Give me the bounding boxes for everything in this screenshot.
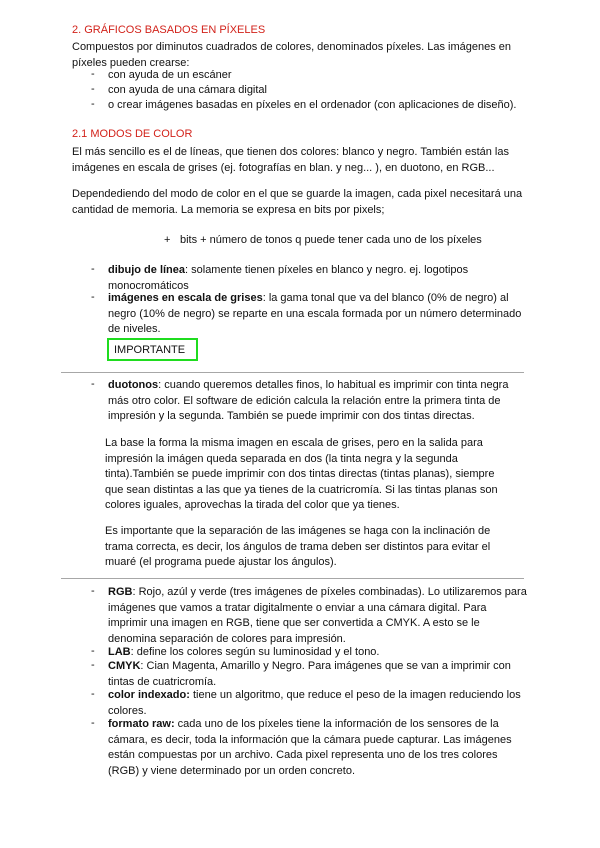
list-bullet: - bbox=[91, 688, 95, 700]
list-bullet: - bbox=[91, 291, 95, 303]
list-item-ordenador: o crear imágenes basadas en píxeles en el ordenador (con aplicaciones de diseño). bbox=[108, 99, 517, 111]
divider-top bbox=[61, 372, 524, 373]
term-escala-grises: imágenes en escala de grises bbox=[108, 292, 263, 304]
plus-bullet: + bbox=[164, 234, 171, 246]
list-item-camara: con ayuda de una cámara digital bbox=[108, 84, 267, 96]
important-box: IMPORTANTE bbox=[107, 338, 198, 361]
mode-formato-raw bbox=[108, 717, 528, 779]
paragraph-modos-intro: El más sencillo es el de líneas, que tienen dos colores: blanco y negro. También están las imágenes en escala de grises (ej. fotografías en blan. y neg... ), en duotono, en RGB... bbox=[72, 146, 509, 174]
term-duotonos: duotonos bbox=[108, 379, 159, 391]
term-dibujo-linea: dibujo de línea bbox=[108, 264, 186, 276]
desc-color-indexado: tiene un algoritmo, que reduce el peso de la imagen reduciendo los colores. bbox=[108, 689, 521, 717]
mode-cmyk bbox=[108, 659, 528, 690]
bits-formula: bits + número de tonos q puede tener cada uno de los píxeles bbox=[180, 234, 482, 246]
desc-formato-raw: cada uno de los píxeles tiene la información de los sensores de la cámara, es decir, toda la información que la cámara puede capturar. Las imágenes están compuestas por un archivo. Cada pixel representa uno de los tres colores (RGB) y viene determinado por un orden concreto. bbox=[108, 718, 512, 777]
term-lab: LAB bbox=[108, 646, 131, 658]
list-bullet: - bbox=[91, 98, 95, 110]
term-formato-raw: formato raw: bbox=[108, 718, 175, 730]
desc-cmyk: : Cian Magenta, Amarillo y Negro. Para imágenes que se van a imprimir con tintas de cuatricromía. bbox=[108, 660, 511, 688]
mode-rgb bbox=[108, 585, 528, 647]
section-intro: Compuestos por diminutos cuadrados de colores, denominados píxeles. Las imágenes en píxeles pueden crearse: bbox=[72, 41, 512, 69]
paragraph-duotono-trama: Es importante que la separación de las imágenes se haga con la inclinación de trama correcta, es decir, los ángulos de trama deben ser distintos para evitar el muaré (el programa puede ajustar los ángulos). bbox=[105, 525, 491, 568]
term-cmyk: CMYK bbox=[108, 660, 141, 672]
section-heading-graficos: 2. GRÁFICOS BASADOS EN PÍXELES bbox=[72, 24, 266, 36]
list-bullet: - bbox=[91, 645, 95, 657]
mode-color-indexado bbox=[108, 688, 528, 719]
mode-escala-grises bbox=[108, 291, 528, 338]
desc-rgb: : Rojo, azúl y verde (tres imágenes de píxeles combinadas). Lo utilizaremos para imágenes que vamos a tratar digitalmente o enviar a una cámara digital. Para imprimir una imagen en RGB, tiene que ser convertida a CMYK. A esto se le denomina separación de colores para impresión. bbox=[108, 586, 527, 645]
desc-duotonos: : cuando queremos detalles finos, lo habitual es imprimir con tinta negra más otro color. El software de edición calcula la relación entre la primera tinta de impresión y la segunda. También se puede imprimir con dos tintas directas. bbox=[108, 379, 509, 422]
desc-lab: : define los colores según su luminosidad y el tono. bbox=[130, 646, 380, 658]
mode-duotonos bbox=[108, 378, 528, 425]
desc-escala-grises: : la gama tonal que va del blanco (0% de negro) al negro (10% de negro) se reparte en una escala formada por un número determinado de niveles. bbox=[108, 292, 522, 335]
list-bullet: - bbox=[91, 68, 95, 80]
term-color-indexado: color indexado: bbox=[108, 689, 190, 701]
list-bullet: - bbox=[91, 378, 95, 390]
list-bullet: - bbox=[91, 659, 95, 671]
mode-dibujo-linea bbox=[108, 263, 528, 294]
term-rgb: RGB bbox=[108, 586, 133, 598]
list-item-escaner: con ayuda de un escáner bbox=[108, 69, 232, 81]
desc-dibujo-linea: : solamente tienen píxeles en blanco y negro. ej. logotipos monocromáticos bbox=[108, 264, 469, 292]
paragraph-memoria: Dependediendo del modo de color en el que se guarde la imagen, cada pixel necesitará una cantidad de memoria. La memoria se expresa en bits por pixels; bbox=[72, 188, 523, 216]
section-heading-modos: 2.1 MODOS DE COLOR bbox=[72, 128, 193, 140]
list-bullet: - bbox=[91, 585, 95, 597]
list-bullet: - bbox=[91, 263, 95, 275]
divider-bottom bbox=[61, 578, 524, 579]
paragraph-duotono-base: La base la forma la misma imagen en escala de grises, pero en la salida para impresión la imágen queda separada en dos (la tinta negra y la segunda tinta).También se puede imprimir con dos tintas directas (tintas planas), siempre que sean distintas a las que ya tienes de la cuatricromía. Si las tintas planas son colores iguales, aprovechas la tirada del color que ya tienes. bbox=[105, 437, 498, 511]
list-bullet: - bbox=[91, 83, 95, 95]
list-bullet: - bbox=[91, 717, 95, 729]
